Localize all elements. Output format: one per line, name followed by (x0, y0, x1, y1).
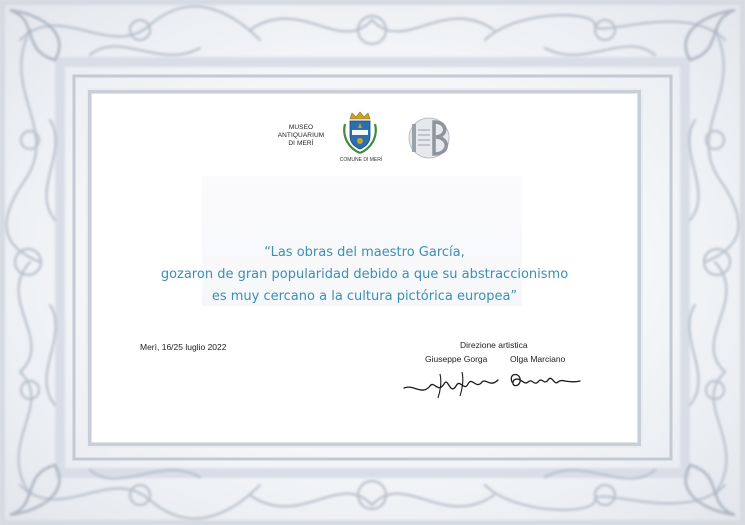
place-date: Merì, 16/25 luglio 2022 (140, 342, 227, 352)
artistic-direction-label: Direzione artistica (460, 340, 528, 350)
logo-row (92, 110, 637, 170)
quote-line: “Las obras del maestro García, (264, 245, 465, 260)
document-card (92, 94, 637, 442)
museum-line: MUSEO (288, 124, 314, 131)
signature-image (400, 366, 504, 400)
municipal-crest-icon (340, 110, 380, 156)
quote-line: gozaron de gran popularidad debido a que su abstraccionismo (160, 267, 569, 282)
biennale-logo-icon (404, 116, 454, 160)
signature-image (506, 368, 584, 392)
quote-text (132, 242, 597, 308)
museum-line: DI MERÌ (288, 140, 314, 147)
museum-line: ANTIQUARIUM (277, 132, 325, 139)
comune-label: COMUNE DI MERÌ (339, 157, 383, 163)
museum-logo-text (270, 124, 332, 148)
signatory-name: Giuseppe Gorga (425, 354, 488, 364)
quote-line: es muy cercano a la cultura pictórica europea” (211, 289, 518, 304)
signatory-name: Olga Marciano (510, 354, 566, 364)
